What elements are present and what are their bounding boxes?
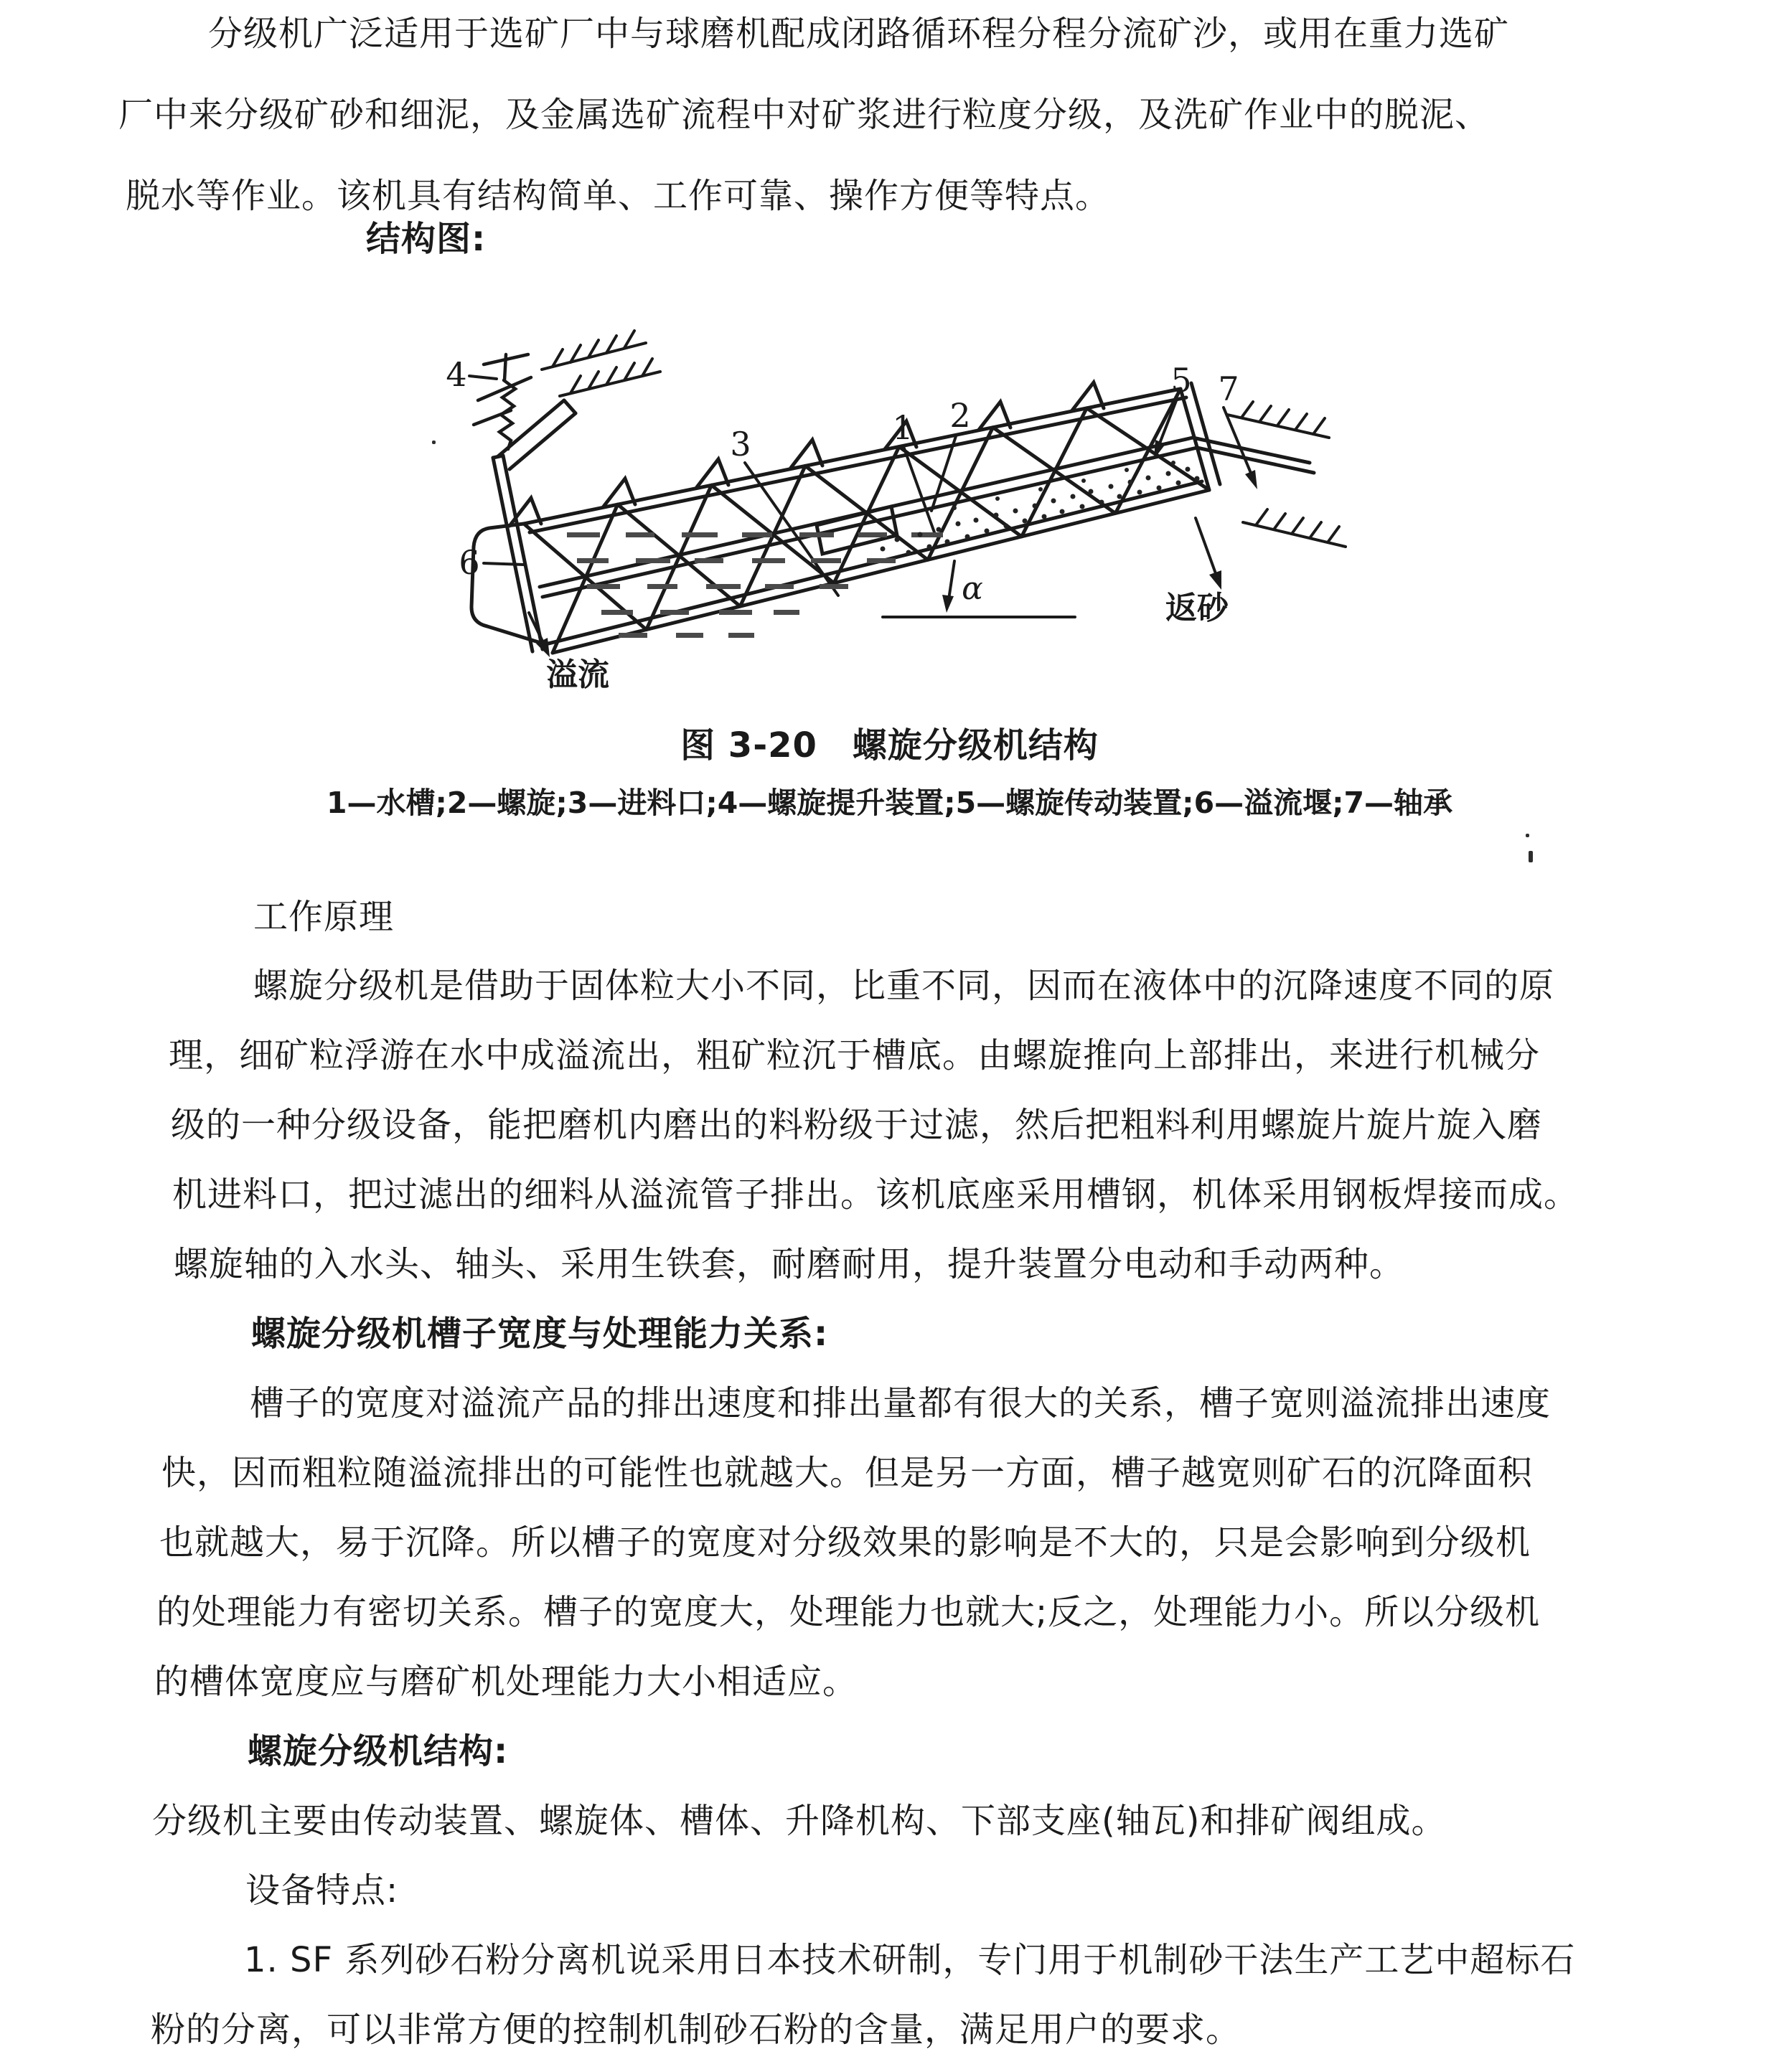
structure-diagram-heading: 结构图:: [366, 219, 487, 259]
text-line: 快，因而粗粒随溢流排出的可能性也就越大。但是另一方面，槽子越宽则矿石的沉降面积: [161, 1453, 1534, 1493]
support-hatching-right: [1227, 402, 1346, 547]
text-line: 螺旋轴的入水头、轴头、采用生铁套，耐磨耐用，提升装置分电动和手动两种。: [174, 1244, 1405, 1284]
text-line: 分级机主要由传动装置、螺旋体、槽体、升降机构、下部支座(轴瓦)和排矿阀组成。: [152, 1801, 1447, 1841]
text-line: 粉的分离，可以非常方便的控制机制砂石粉的含量，满足用户的要求。: [151, 2010, 1241, 2050]
overflow-label: 溢流: [546, 656, 609, 693]
angle-arrowhead: [942, 595, 954, 613]
scan-artifact: [432, 441, 436, 444]
text-line: 槽子的宽度对溢流产品的排出速度和排出量都有很大的关系，槽子宽则溢流排出速度: [250, 1383, 1552, 1423]
leader-arrowhead-7: [1245, 470, 1257, 489]
part-label-5: 5: [1170, 361, 1192, 400]
scan-artifact: [1529, 851, 1533, 862]
classifier-structure-figure: [423, 309, 1385, 696]
return-sand-label: 返砂: [1165, 590, 1229, 626]
part-label-2: 2: [949, 396, 971, 435]
text-line: 的处理能力有密切关系。槽子的宽度大，处理能力也就大;反之，处理能力小。所以分级机: [156, 1592, 1541, 1632]
classifier-structure-heading: 螺旋分级机结构:: [248, 1731, 509, 1771]
working-principle-heading: 工作原理: [253, 897, 395, 937]
text-line: 也就越大，易于沉降。所以槽子的宽度对分级效果的影响是不大的，只是会影响到分级机: [159, 1522, 1531, 1563]
part-label-6: 6: [459, 543, 480, 582]
text-line: 的槽体宽度应与磨矿机处理能力大小相适应。: [154, 1662, 858, 1702]
scan-artifact: [1526, 834, 1529, 837]
figure-caption: 图 3-20 螺旋分级机结构: [680, 725, 1099, 766]
figure-legend: 1—水槽;2—螺旋;3—进料口;4—螺旋提升装置;5—螺旋传动装置;6—溢流堰;7—轴承: [326, 786, 1453, 820]
text-line: 厂中来分级矿砂和细泥，及金属选矿流程中对矿浆进行粒度分级，及洗矿作业中的脱泥、: [118, 95, 1491, 135]
text-line: 螺旋分级机是借助于固体粒大小不同，比重不同，因而在液体中的沉降速度不同的原: [253, 966, 1555, 1006]
equipment-features-heading: 设备特点:: [245, 1870, 399, 1911]
spiral-shaft: [540, 438, 1314, 597]
text-line: 分级机广泛适用于选矿厂中与球磨机配成闭路循环程分程分流矿沙，或用在重力选矿: [208, 14, 1510, 54]
part-label-4: 4: [446, 355, 467, 394]
text-line: 1. SF 系列砂石粉分离机说采用日本技术研制，专门用于机制砂干法生产工艺中超标石: [244, 1940, 1576, 1980]
part-label-3: 3: [730, 425, 751, 463]
part-label-1: 1: [892, 408, 914, 447]
text-line: 机进料口，把过滤出的细料从溢流管子排出。该机底座采用槽钢，机体采用钢板焊接而成。: [172, 1174, 1579, 1215]
support-hatching-left: [542, 331, 660, 396]
text-line: 理，细矿粒浮游在水中成溢流出，粗矿粒沉于槽底。由螺旋推向上部排出，来进行机械分: [169, 1035, 1541, 1075]
angle-alpha-label: α: [962, 570, 983, 607]
text-line: 级的一种分级设备，能把磨机内磨出的料粉级于过滤，然后把粗料利用螺旋片旋片旋入磨: [171, 1105, 1543, 1145]
text-line: 脱水等作业。该机具有结构简单、工作可靠、操作方便等特点。: [126, 176, 1111, 216]
return-sand-arrowhead: [1209, 570, 1221, 590]
trough-capacity-heading: 螺旋分级机槽子宽度与处理能力关系:: [251, 1314, 829, 1354]
part-label-7: 7: [1218, 369, 1239, 408]
